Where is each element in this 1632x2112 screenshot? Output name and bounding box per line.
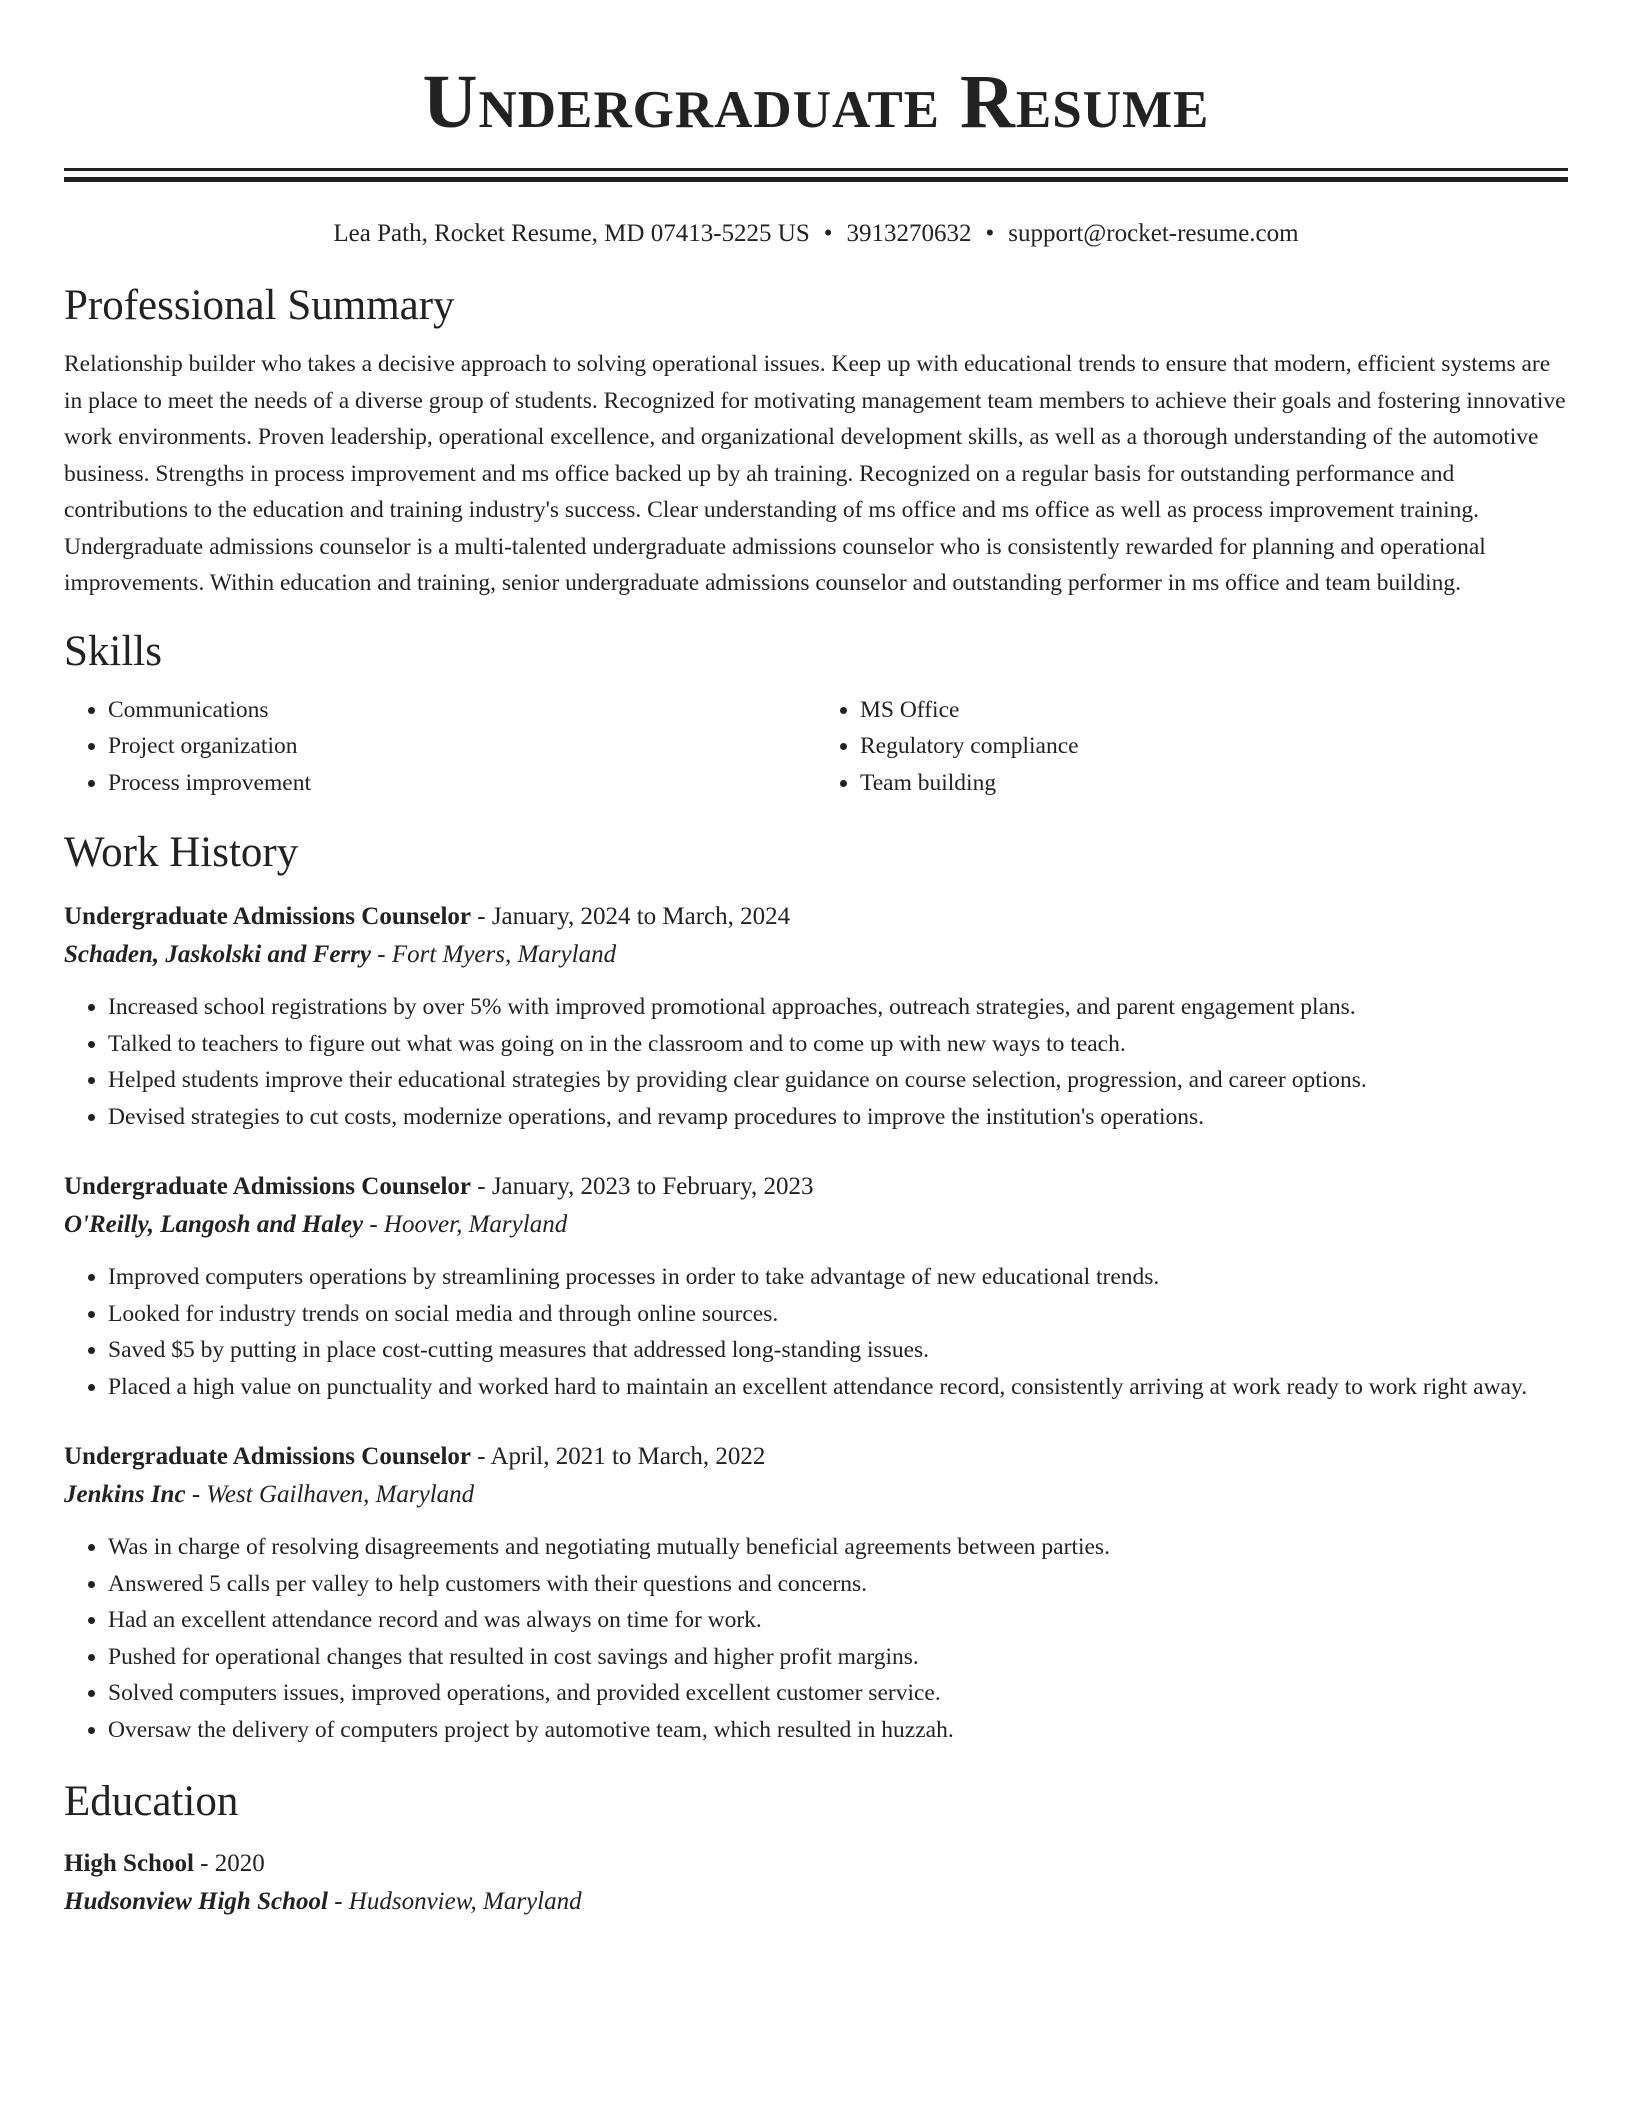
contact-email: support@rocket-resume.com <box>1008 220 1299 247</box>
contact-separator: • <box>985 220 995 247</box>
job-bullet: • Talked to teachers to figure out what was going on in the classroom and to come up with new ways to teach. <box>108 1026 1568 1063</box>
job-location: Hoover, Maryland <box>383 1211 568 1238</box>
title-divider-bottom <box>64 177 1568 182</box>
job-bullet: • Solved computers issues, improved operations, and provided excellent customer service. <box>108 1675 1568 1712</box>
dash: - <box>191 1481 201 1508</box>
contact-phone: 3913270632 <box>846 220 972 247</box>
job-dates: January, 2023 to February, 2023 <box>491 1173 814 1200</box>
contact-line <box>64 218 1568 250</box>
job-bullet: • Looked for industry trends on social media and through online sources. <box>108 1296 1568 1333</box>
education-entry <box>64 1846 1568 1922</box>
job-dates: April, 2021 to March, 2022 <box>490 1443 766 1470</box>
job-bullet: • Devised strategies to cut costs, modernize operations, and revamp procedures to improve the institution's operations. <box>108 1099 1568 1136</box>
job-bullets <box>64 1529 1568 1748</box>
job-entry <box>64 1439 1568 1748</box>
job-bullet: • Answered 5 calls per valley to help customers with their questions and concerns. <box>108 1566 1568 1603</box>
skill-item: • Project organization <box>108 728 816 765</box>
resume-title: Undergraduate Resume <box>422 60 1210 144</box>
work-history-heading: Work History <box>64 829 299 876</box>
dash: - <box>477 1443 486 1470</box>
dash: - <box>377 941 386 968</box>
dash: - <box>477 903 486 930</box>
job-bullet: • Had an excellent attendance record and was always on time for work. <box>108 1602 1568 1639</box>
skills-list <box>64 692 1568 802</box>
contact-address: Lea Path, Rocket Resume, MD 07413-5225 US <box>333 220 810 247</box>
job-title-line <box>64 899 1568 935</box>
job-entry <box>64 1169 1568 1405</box>
job-bullets <box>64 1259 1568 1405</box>
skills-heading: Skills <box>64 627 162 675</box>
school-location: Hudsonview, Maryland <box>348 1888 582 1915</box>
job-title: Undergraduate Admissions Counselor <box>64 1173 471 1200</box>
job-title-line <box>64 1169 1568 1205</box>
job-bullet: • Improved computers operations by streamlining processes in order to take advantage of new educational trends. <box>108 1259 1568 1296</box>
skills-column-right <box>816 692 1568 802</box>
job-employer-line <box>64 935 1568 975</box>
skill-item: • MS Office <box>860 692 1568 729</box>
job-dates: January, 2024 to March, 2024 <box>491 903 791 930</box>
job-title: Undergraduate Admissions Counselor <box>64 1443 471 1470</box>
contact-separator: • <box>823 220 833 247</box>
job-bullet: • Increased school registrations by over 5% with improved promotional approaches, outreach strategies, and parent engagement plans. <box>108 989 1568 1026</box>
education-heading: Education <box>64 1778 239 1825</box>
degree: High School <box>64 1850 194 1877</box>
skills-section <box>64 626 1568 802</box>
skill-item: • Regulatory compliance <box>860 728 1568 765</box>
summary-section <box>64 280 1568 602</box>
job-bullet: • Pushed for operational changes that resulted in cost savings and higher profit margins. <box>108 1639 1568 1676</box>
dash: - <box>477 1173 486 1200</box>
dash: - <box>369 1211 378 1238</box>
job-entry <box>64 899 1568 1135</box>
job-bullet: • Placed a high value on punctuality and worked hard to maintain an excellent attendance record, consistently arriving at work ready to work right away. <box>108 1369 1568 1406</box>
graduation-year: 2020 <box>214 1850 265 1877</box>
education-section <box>64 1776 1568 1922</box>
skill-item: • Process improvement <box>108 765 816 802</box>
job-title-line <box>64 1439 1568 1475</box>
job-employer-line <box>64 1205 1568 1245</box>
job-employer: Jenkins Inc <box>64 1481 186 1508</box>
job-title: Undergraduate Admissions Counselor <box>64 903 471 930</box>
skill-item: • Communications <box>108 692 816 729</box>
skills-column-left <box>64 692 816 802</box>
degree-line <box>64 1846 1568 1882</box>
job-bullets <box>64 989 1568 1135</box>
school-name: Hudsonview High School <box>64 1888 328 1915</box>
job-bullet: • Oversaw the delivery of computers project by automotive team, which resulted in huzzah. <box>108 1712 1568 1749</box>
job-location: Fort Myers, Maryland <box>391 941 617 968</box>
dash: - <box>334 1888 343 1915</box>
job-location: West Gailhaven, Maryland <box>206 1481 475 1508</box>
dash: - <box>200 1850 209 1877</box>
job-employer: Schaden, Jaskolski and Ferry <box>64 941 371 968</box>
skill-item: • Team building <box>860 765 1568 802</box>
job-bullet: • Was in charge of resolving disagreements and negotiating mutually beneficial agreements between parties. <box>108 1529 1568 1566</box>
job-bullet: • Saved $5 by putting in place cost-cutting measures that addressed long-standing issues. <box>108 1332 1568 1369</box>
work-history-section <box>64 827 1568 1748</box>
job-bullet: • Helped students improve their educational strategies by providing clear guidance on course selection, progression, and career options. <box>108 1062 1568 1099</box>
title-divider-top <box>64 168 1568 171</box>
summary-text: Relationship builder who takes a decisive approach to solving operational issues. Keep up with educational trends to ensure that modern, efficient systems are in place to meet the needs of a diverse group of students. Recognized for motivating management team members to achieve their goals and fostering innovative work environments. Proven leadership, operational excellence, and organizational development skills, as well as a thorough understanding of the automotive business. Strengths in process improvement and ms office backed up by ah training. Recognized on a regular basis for outstanding performance and contributions to the education and training industry's success. Clear understanding of ms office and ms office as well as process improvement training. Undergraduate admissions counselor is a multi-talented undergraduate admissions counselor who is consistently rewarded for planning and operational improvements. Within education and training, senior undergraduate admissions counselor and outstanding performer in ms office and team building. <box>64 351 1566 596</box>
summary-heading: Professional Summary <box>64 282 455 329</box>
school-line <box>64 1882 1568 1922</box>
job-employer: O'Reilly, Langosh and Haley <box>64 1211 364 1238</box>
job-employer-line <box>64 1475 1568 1515</box>
